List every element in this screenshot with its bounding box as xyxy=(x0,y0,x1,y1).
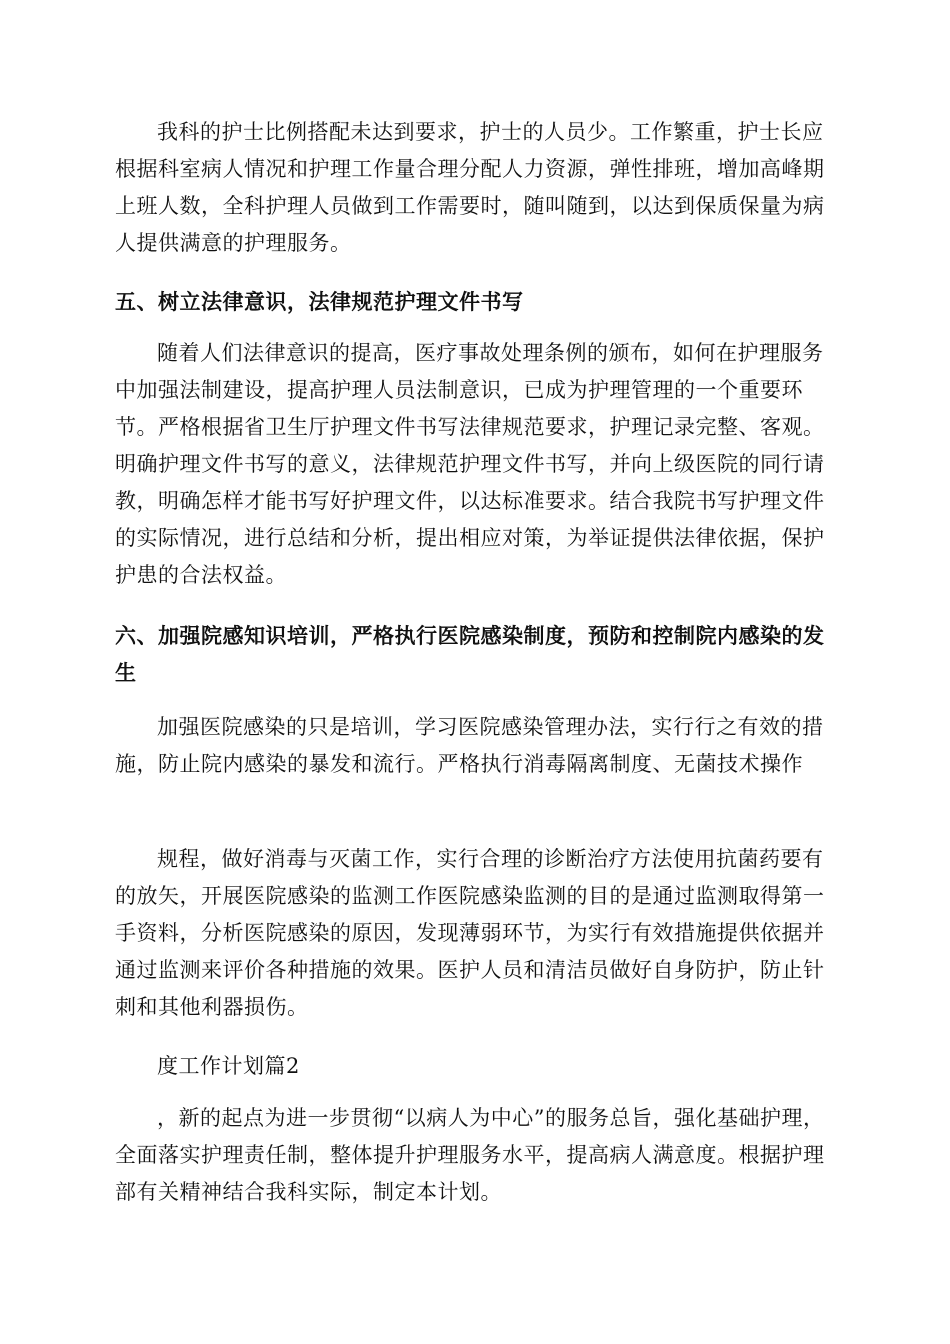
paragraph-staffing: 我科的护士比例搭配未达到要求，护士的人员少。工作繁重，护士长应根据科室病人情况和护理工作量合理分配人力资源，弹性排班，增加高峰期上班人数，全科护理人员做到工作需要时，随叫随到，以达到保质保量为病人提供满意的护理服务。 xyxy=(115,120,825,255)
paragraph-infection-procedures: 规程，做好消毒与灭菌工作，实行合理的诊断治疗方法使用抗菌药要有的放矢，开展医院感染的监测工作医院感染监测的目的是通过监测取得第一手资料，分析医院感染的原因，发现薄弱环节，为实行有效措施提供依据并通过监测来评价各种措施的效果。医护人员和清洁员做好自身防护，防止针刺和其他利器损伤。 xyxy=(115,847,825,1019)
paragraph-new-starting-point: ，新的起点为进一步贯彻“以病人为中心”的服务总旨，强化基础护理，全面落实护理责任制，整体提升护理服务水平，提高病人满意度。根据护理部有关精神结合我科实际，制定本计划。 xyxy=(115,1106,825,1204)
section-heading-6: 六、加强院感知识培训，严格执行医院感染制度，预防和控制院内感染的发生 xyxy=(115,623,825,685)
paragraph-legal-awareness: 随着人们法律意识的提高，医疗事故处理条例的颁布，如何在护理服务中加强法制建设，提高护理人员法制意识，已成为护理管理的一个重要环节。严格根据省卫生厅护理文件书写法律规范要求，护理记录完整、客观。明确护理文件书写的意义，法律规范护理文件书写，并向上级医院的同行请教，明确怎样才能书写好护理文件，以达标准要求。结合我院书写护理文件的实际情况，进行总结和分析，提出相应对策，为举证提供法律依据，保护护患的合法权益。 xyxy=(115,341,825,587)
section-heading-5: 五、树立法律意识，法律规范护理文件书写 xyxy=(115,289,524,314)
paragraph-infection-training: 加强医院感染的只是培训，学习医院感染管理办法，实行行之有效的措施，防止院内感染的暴发和流行。严格执行消毒隔离制度、无菌技术操作 xyxy=(115,715,824,776)
section-title-plan-2: 度工作计划篇2 xyxy=(157,1054,300,1078)
